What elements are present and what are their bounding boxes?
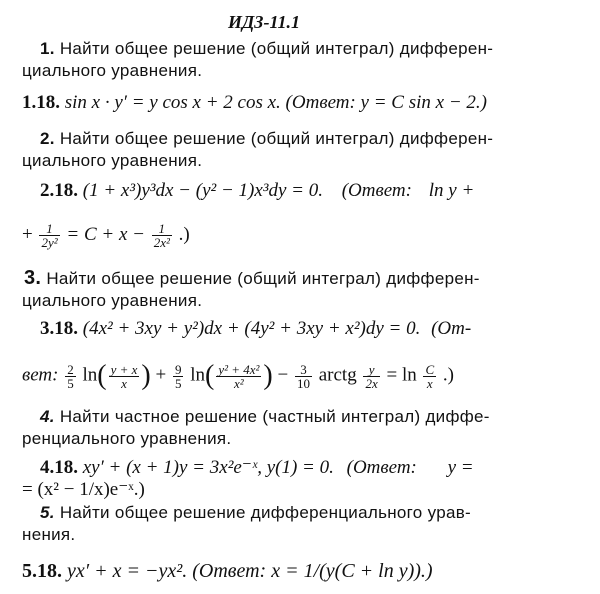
answer-part: ln y + — [428, 180, 475, 201]
fraction: $\frac{y}{2x}$ — [365, 361, 378, 391]
answer-label: (Ответ: — [285, 92, 356, 113]
page-title: ИДЗ-11.1 — [228, 12, 300, 32]
answer-label: (Ответ: — [346, 457, 417, 478]
task-number: 1. — [40, 39, 55, 58]
problem-number: 2.18. — [40, 180, 78, 201]
answer-label: (Ответ: — [341, 180, 412, 201]
fraction: $\frac{9}{5}$ — [174, 361, 182, 391]
task-number: 4. — [40, 407, 55, 426]
task-statement: Найти общее решение (общий интеграл) дифферен- — [46, 269, 480, 288]
equation: xy′ + (x + 1)y = 3x²e⁻ˣ, y(1) = 0. — [82, 457, 334, 478]
task-statement-cont: циального уравнения. — [22, 291, 203, 310]
answer-part: y = — [447, 457, 474, 478]
problem-number: 4.18. — [40, 457, 78, 478]
answer-label: (От- — [431, 318, 472, 339]
answer-part: + — [22, 223, 33, 245]
fraction: $\frac{1}{\text{2x²}}$ — [153, 221, 170, 250]
fraction: $\frac{\text{y² + 4x²}}{\text{x²}}$ — [218, 361, 260, 391]
answer-part: .) — [178, 223, 190, 245]
answer: y = C sin x − 2.) — [360, 92, 487, 113]
task-statement-cont: ренциального уравнения. — [22, 429, 232, 448]
task-statement-cont: нения. — [22, 525, 76, 544]
task-statement: Найти общее решение дифференциального урав- — [59, 503, 471, 522]
answer-label: вет: — [22, 364, 59, 386]
task-number: 5. — [40, 503, 55, 522]
task-statement: Найти частное решение (частный интеграл) диффе- — [59, 407, 490, 426]
task-number: 3. — [24, 267, 42, 289]
problem-number: 1.18. — [22, 92, 60, 113]
task-statement: Найти общее решение (общий интеграл) дифферен- — [59, 39, 494, 58]
equation: yx′ + x = −yx². — [67, 560, 188, 582]
answer-part: = (x² − 1/x)e⁻ˣ.) — [22, 479, 145, 500]
fraction: $\frac{1}{\text{2y²}}$ — [41, 221, 58, 250]
task-statement-cont: циального уравнения. — [22, 151, 203, 170]
task-number: 2. — [40, 129, 55, 148]
task-statement: Найти общее решение (общий интеграл) дифферен- — [59, 129, 494, 148]
task-statement-cont: циального уравнения. — [22, 61, 203, 80]
equation: (4x² + 3xy + y²)dx + (4y² + 3xy + x²)dy = 0. — [82, 318, 421, 339]
answer-part: = C + x − — [66, 223, 145, 245]
fraction: $\frac{3}{10}$ — [296, 361, 310, 391]
fraction: $\frac{2}{5}$ — [67, 361, 74, 391]
fraction: $\frac{C}{x}$ — [425, 361, 435, 391]
equation: (1 + x³)y³dx − (y² − 1)x³dy = 0. — [82, 180, 323, 201]
fraction: $\frac{y + x}{x}$ — [110, 361, 138, 391]
problem-number: 3.18. — [40, 318, 78, 339]
problem-number: 5.18. — [22, 560, 62, 582]
answer-label: (Ответ: — [192, 560, 267, 582]
equation: sin x · y′ = y cos x + 2 cos x. — [64, 92, 281, 113]
answer: x = 1/(y(C + ln y)).) — [271, 560, 433, 582]
